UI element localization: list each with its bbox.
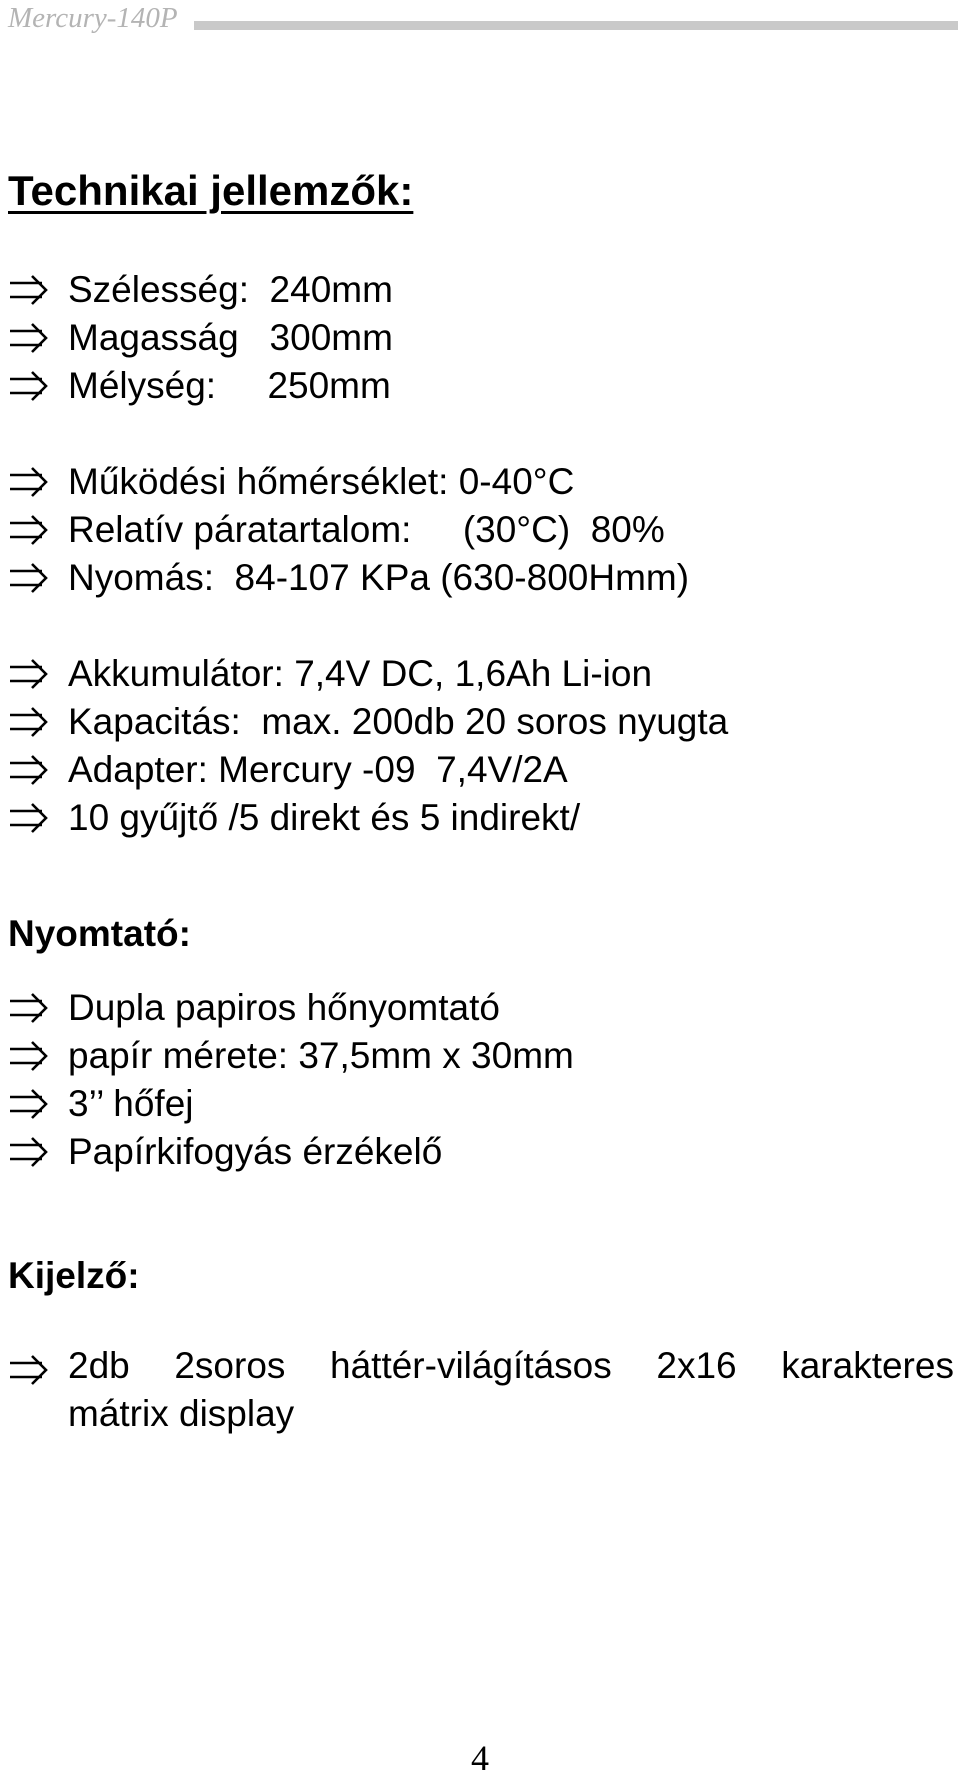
display-word: 2x16: [656, 1345, 737, 1386]
double-arrow-icon: [6, 462, 52, 502]
printer-item-text: Dupla papiros hőnyomtató: [68, 987, 500, 1028]
display-item-line2: mátrix display: [68, 1393, 295, 1434]
spec-item-text: Szélesség: 240mm: [68, 269, 393, 310]
double-arrow-icon: [6, 270, 52, 310]
printer-heading: Nyomtató:: [8, 913, 191, 954]
spec-item-text: Működési hőmérséklet: 0-40°C: [68, 461, 575, 502]
double-arrow-icon: [6, 750, 52, 790]
double-arrow-icon: [6, 702, 52, 742]
double-arrow-icon: [6, 654, 52, 694]
display-word: 2soros: [174, 1345, 286, 1386]
spec-item-text: Akkumulátor: 7,4V DC, 1,6Ah Li-ion: [68, 653, 653, 694]
spec-item-text: Nyomás: 84-107 KPa (630-800Hmm): [68, 557, 690, 598]
spec-item-text: Relatív páratartalom: (30°C) 80%: [68, 509, 665, 550]
header-rule: [194, 21, 958, 30]
printer-item-text: papír mérete: 37,5mm x 30mm: [68, 1035, 574, 1076]
display-word: karakteres: [781, 1345, 954, 1386]
double-arrow-icon: [6, 1084, 52, 1124]
printer-item-text: 3’’ hőfej: [68, 1083, 194, 1124]
double-arrow-icon: [6, 318, 52, 358]
printer-item-text: Papírkifogyás érzékelő: [68, 1131, 443, 1172]
page-header: [8, 0, 958, 36]
double-arrow-icon: [6, 1036, 52, 1076]
header-title: Mercury-140P: [8, 2, 178, 34]
double-arrow-icon: [6, 510, 52, 550]
display-word: háttér-világításos: [330, 1345, 612, 1386]
double-arrow-icon: [6, 1132, 52, 1172]
spec-item-text: Adapter: Mercury -09 7,4V/2A: [68, 749, 568, 790]
double-arrow-icon: [6, 988, 52, 1028]
display-word: 2db: [68, 1345, 130, 1386]
spec-item-text: Mélység: 250mm: [68, 365, 391, 406]
double-arrow-icon: [6, 558, 52, 598]
double-arrow-icon: [6, 798, 52, 838]
spec-item-text: Kapacitás: max. 200db 20 soros nyugta: [68, 701, 729, 742]
double-arrow-icon: [6, 366, 52, 406]
spec-item-text: Magasság 300mm: [68, 317, 393, 358]
display-heading: Kijelző:: [8, 1255, 140, 1296]
spec-item-text: 10 gyűjtő /5 direkt és 5 indirekt/: [68, 797, 581, 838]
page-number: 4: [471, 1738, 489, 1778]
display-item-line1: [68, 1342, 954, 1390]
double-arrow-icon: [6, 1350, 52, 1390]
section-title: Technikai jellemzők:: [8, 167, 414, 214]
